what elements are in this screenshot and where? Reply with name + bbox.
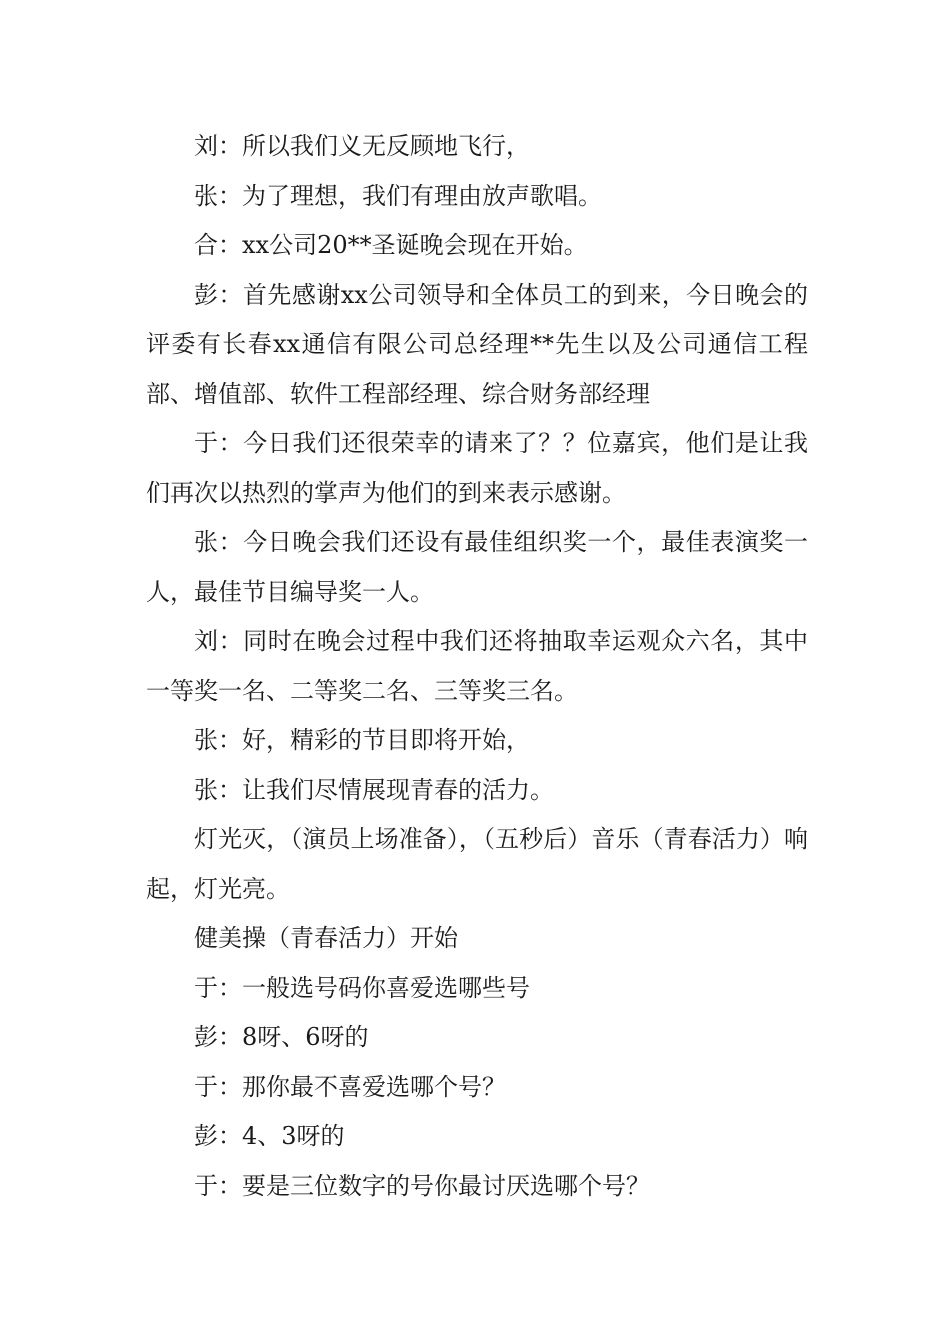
paragraph: 张：今日晚会我们还设有最佳组织奖一个，最佳表演奖一人，最佳节目编导奖一人。 [146, 528, 808, 606]
paragraph: 于：要是三位数字的号你最讨厌选哪个号？ [194, 1171, 650, 1200]
paragraph: 刘：所以我们义无反顾地飞行， [194, 132, 530, 160]
paragraph: 刘：同时在晚会过程中我们还将抽取幸运观众六名，其中一等奖一名、二等奖二名、三等奖三名。 [146, 627, 808, 705]
paragraph: 彭：4、3呀的 [194, 1122, 345, 1150]
paragraph: 张：好，精彩的节目即将开始， [194, 726, 530, 754]
paragraph: 于：今日我们还很荣幸的请来了？？位嘉宾，他们是让我们再次以热烈的掌声为他们的到来表示感谢。 [146, 429, 808, 507]
paragraph: 张：为了理想，我们有理由放声歌唱。 [194, 181, 602, 210]
paragraph: 于：一般选号码你喜爱选哪些号 [194, 973, 530, 1002]
paragraph: 彭：首先感谢xx公司领导和全体员工的到来，今日晚会的评委有长春xx通信有限公司总经理**先生以及公司通信工程部、增值部、软件工程部经理、综合财务部经理 [146, 280, 808, 408]
paragraph: 于：那你最不喜爱选哪个号？ [194, 1072, 506, 1101]
paragraph: 灯光灭，（演员上场准备），（五秒后）音乐（青春活力）响起，灯光亮。 [146, 825, 808, 903]
paragraph: 健美操（青春活力）开始 [194, 924, 458, 952]
paragraph: 合：xx公司20**圣诞晚会现在开始。 [194, 231, 588, 259]
document-body [146, 122, 808, 1211]
paragraph: 张：让我们尽情展现青春的活力。 [194, 775, 554, 804]
paragraph: 彭：8呀、6呀的 [194, 1023, 369, 1051]
